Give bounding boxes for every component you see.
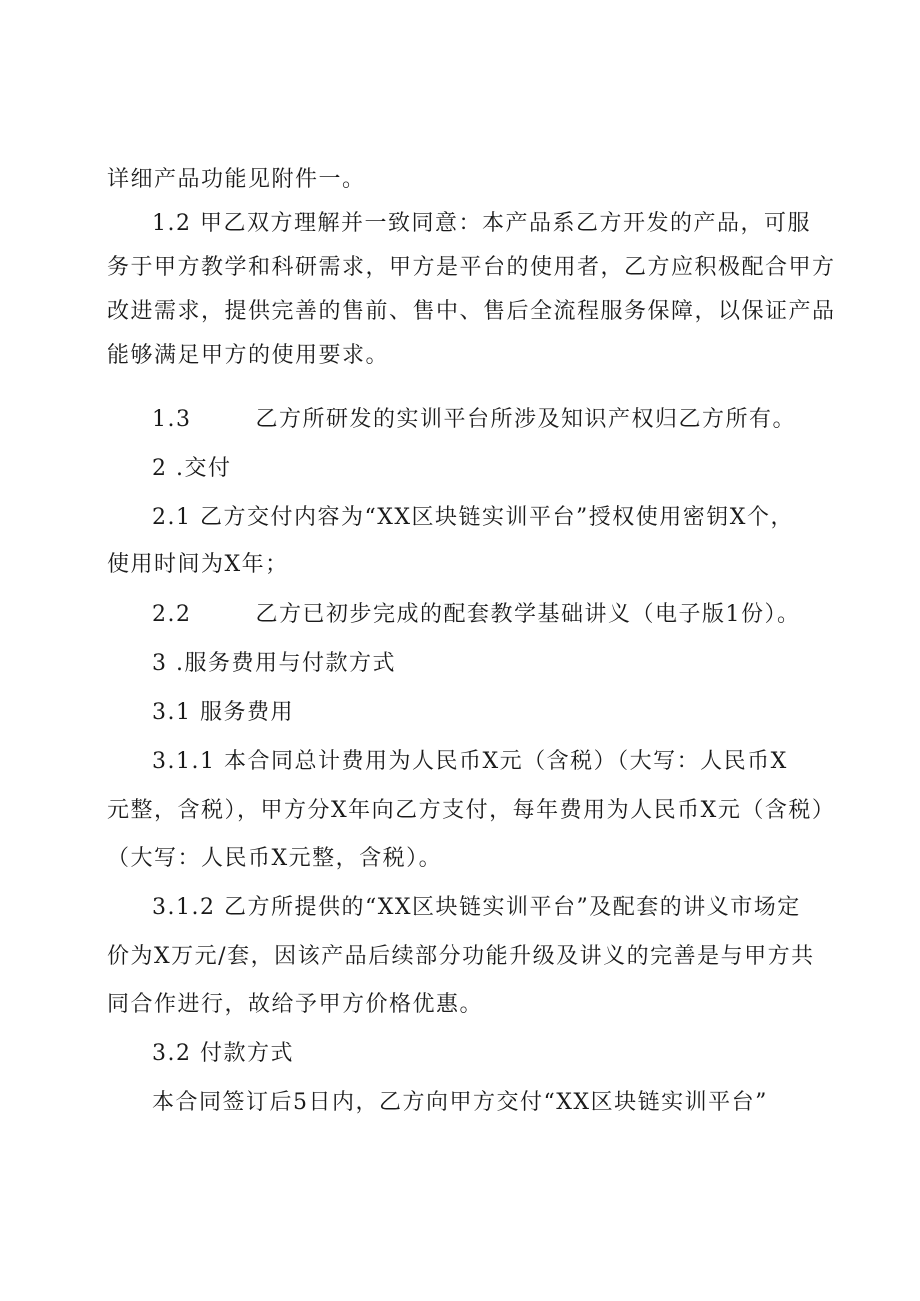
paragraph-line: 详细产品功能见附件一。 <box>107 167 366 192</box>
paragraph-line: 改进需求，提供完善的售前、售中、售后全流程服务保障，以保证产品 <box>107 299 836 324</box>
clause-text: 乙方已初步完成的配套教学基础讲义（电子版1份）。 <box>255 602 801 627</box>
clause-2-2-line <box>152 598 801 632</box>
paragraph-line: 使用时间为X年； <box>107 552 289 577</box>
clause-number: 1.3 <box>152 407 192 432</box>
paragraph-line: 同合作进行，故给予甲方价格优惠。 <box>107 992 484 1017</box>
paragraph-line: 务于甲方教学和科研需求，甲方是平台的使用者，乙方应积极配合甲方 <box>107 255 836 280</box>
section-3-heading: 3 .服务费用与付款方式 <box>152 651 396 676</box>
clause-1-2-line: 1.2 甲乙双方理解并一致同意：本产品系乙方开发的产品，可服 <box>152 211 811 236</box>
paragraph-line: 元整，含税），甲方分X年向乙方支付，每年费用为人民币X元（含税） <box>107 798 836 823</box>
clause-1-3-line <box>152 403 796 437</box>
clause-2-1-line: 2.1 乙方交付内容为“XX区块链实训平台”授权使用密钥X个， <box>152 505 794 530</box>
clause-3-2-heading: 3.2 付款方式 <box>152 1041 294 1066</box>
clause-number: 2.2 <box>152 602 192 627</box>
paragraph-line: 能够满足甲方的使用要求。 <box>107 343 390 368</box>
paragraph-line: （大写：人民币X元整，含税）。 <box>107 846 443 871</box>
clause-3-1-2-line: 3.1.2 乙方所提供的“XX区块链实训平台”及配套的讲义市场定 <box>152 895 801 920</box>
clause-3-1-heading: 3.1 服务费用 <box>152 700 294 725</box>
section-2-heading: 2 .交付 <box>152 456 232 481</box>
clause-3-1-1-line: 3.1.1 本合同总计费用为人民币X元（含税）（大写：人民币X <box>152 749 788 774</box>
paragraph-line: 本合同签订后5日内，乙方向甲方交付“XX区块链实训平台” <box>152 1090 768 1115</box>
paragraph-line: 价为X万元/套，因该产品后续部分功能升级及讲义的完善是与甲方共 <box>107 944 815 969</box>
clause-text: 乙方所研发的实训平台所涉及知识产权归乙方所有。 <box>255 407 797 432</box>
